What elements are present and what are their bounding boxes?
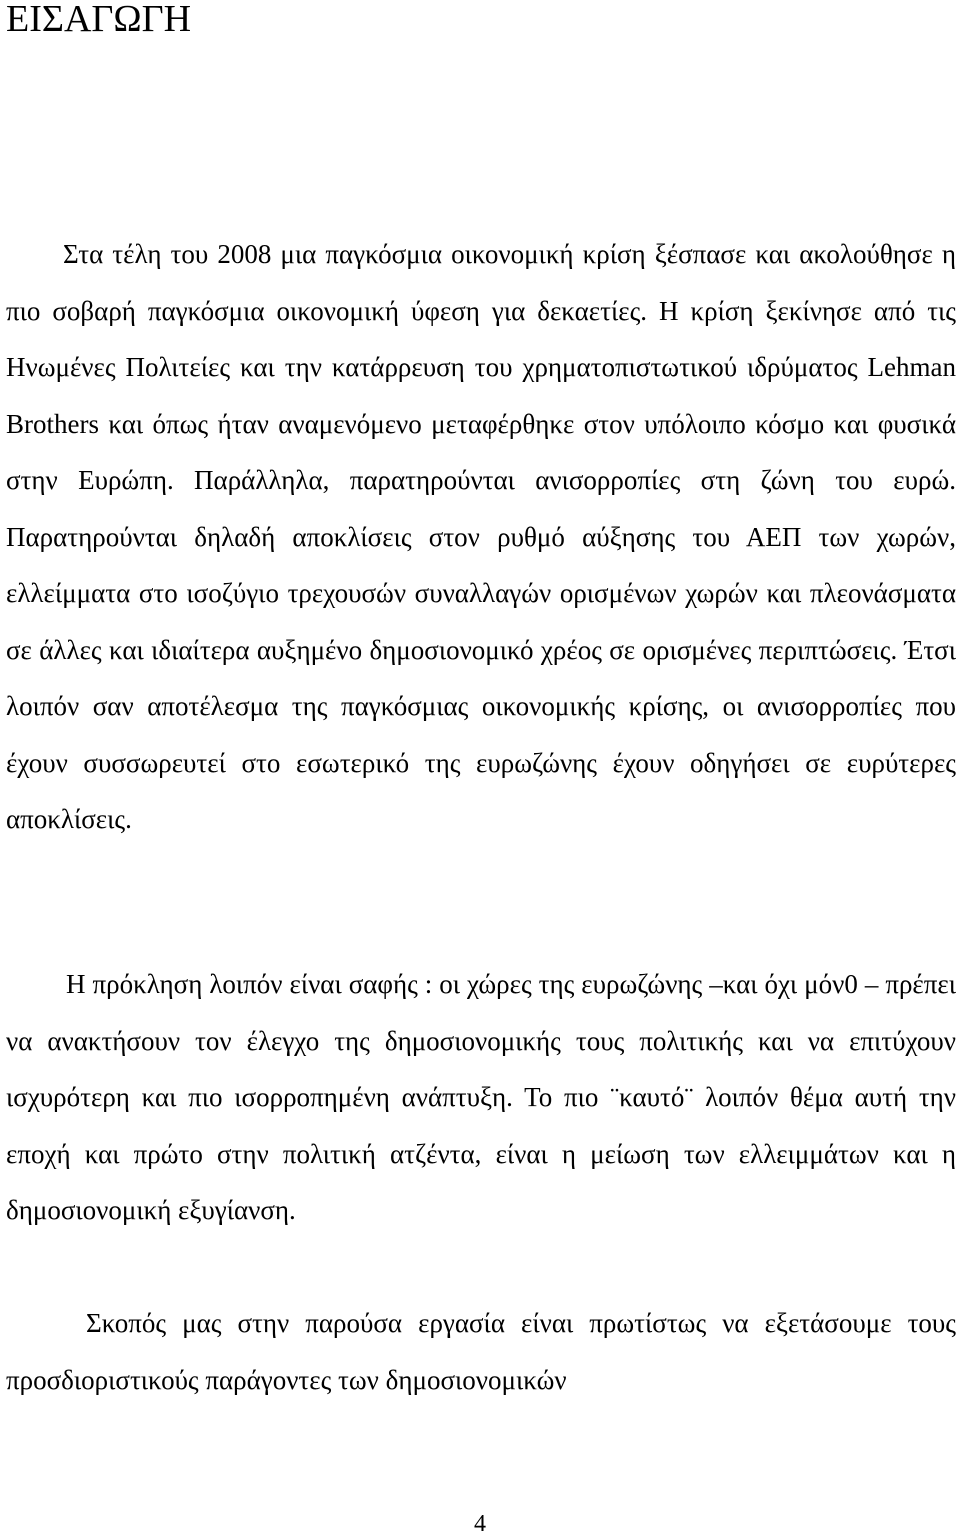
page-number: 4 xyxy=(474,1511,486,1537)
paragraph-intro: Στα τέλη του 2008 μια παγκόσμια οικονομική κρίση ξέσπασε και ακολούθησε η πιο σοβαρή παγκόσμια οικονομική ύφεση για δεκαετίες. Η κρίση ξεκίνησε από τις Ηνωμένες Πολιτείες και την κατάρρευση του χρηματοπιστωτικού ιδρύματος Lehman Brothers και όπως ήταν αναμενόμενο μεταφέρθηκε στον υπόλοιπο κόσμο και φυσικά στην Ευρώπη. Παράλληλα, παρατηρούνται ανισορροπίες στη ζώνη του ευρώ. Παρατηρούνται δηλαδή αποκλίσεις στον ρυθμό αύξησης του ΑΕΠ των χωρών, ελλείμματα στο ισοζύγιο τρεχουσών συναλλαγών ορισμένων χωρών και πλεονάσματα σε άλλες και ιδιαίτερα αυξημένο δημοσιονομικό χρέος σε ορισμένες περιπτώσεις. Έτσι λοιπόν σαν αποτέλεσμα της παγκόσμιας οικονομικής κρίσης, οι ανισορροπίες που έχουν συσσωρευτεί στο εσωτερικό της ευρωζώνης έχουν οδηγήσει σε ευρύτερες αποκλίσεις. xyxy=(6,239,956,834)
paragraph-purpose: Σκοπός μας στην παρούσα εργασία είναι πρωτίστως να εξετάσουμε τους προσδιοριστικούς παράγοντες των δημοσιονομικών xyxy=(6,1308,956,1395)
paragraph-challenge: Η πρόκληση λοιπόν είναι σαφής : οι χώρες της ευρωζώνης –και όχι μόν0 – πρέπει να ανακτήσουν τον έλεγχο της δημοσιονομικής τους πολιτικής και να επιτύχουν ισχυρότερη και πιο ισορροπημένη ανάπτυξη. Το πιο ¨καυτό¨ λοιπόν θέμα αυτή την εποχή και πρώτο στην πολιτική ατζέντα, είναι η μείωση των ελλειμμάτων και η δημοσιονομική εξυγίανση. xyxy=(6,969,956,1225)
section-heading: ΕΙΣΑΓΩΓΗ xyxy=(6,0,192,40)
